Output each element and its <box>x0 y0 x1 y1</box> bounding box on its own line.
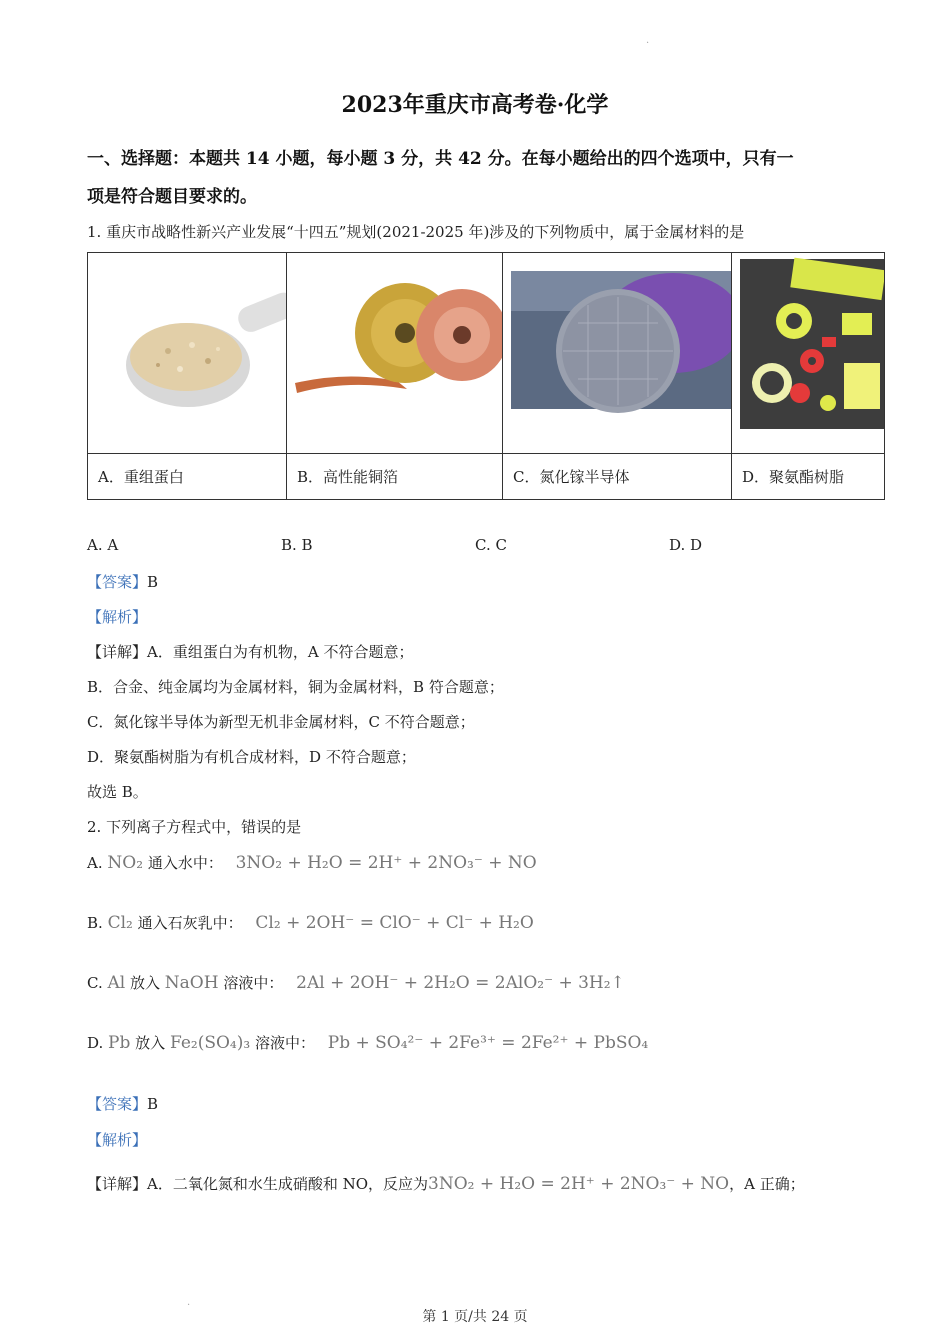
q1-detail-c: C．氮化镓半导体为新型无机非金属材料，C 不符合题意； <box>87 713 475 731</box>
option-label: A. <box>87 854 103 872</box>
detail-text: A．二氧化氮和水生成硝酸和 NO，反应为 <box>147 1175 429 1193</box>
q2-detail-a <box>87 1173 805 1194</box>
answer-tag: 【答案】 <box>87 573 148 591</box>
ionic-equation: 2Al + 2OH⁻ + 2H₂O = 2AlO₂⁻ + 3H₂↑ <box>296 973 625 993</box>
reagent-formula-2: NaOH <box>164 973 219 993</box>
reagent-formula: Pb <box>108 1033 131 1053</box>
cell-image-d <box>732 253 885 454</box>
section-heading-line2: 项是符合题目要求的。 <box>87 187 257 207</box>
q2-option-b <box>87 912 534 933</box>
option-label: B. <box>87 914 103 932</box>
q1-conclusion: 故选 B。 <box>87 783 148 801</box>
scan-dot: · <box>187 1300 191 1311</box>
q1-answer <box>87 571 158 592</box>
ionic-equation: Cl₂ + 2OH⁻ = ClO⁻ + Cl⁻ + H₂O <box>255 913 534 933</box>
q1-option-a: A. A <box>87 536 119 554</box>
scan-dot: · <box>646 38 650 49</box>
reagent-formula: NO₂ <box>107 853 144 873</box>
q1-option-b: B. B <box>281 536 313 554</box>
q1-option-d: D. D <box>669 536 703 554</box>
section-heading-line1: 一、选择题：本题共 14 小题，每小题 3 分，共 42 分。在每小题给出的四个选项中，只有一 <box>87 149 794 169</box>
reagent-formula: Cl₂ <box>107 913 133 933</box>
option-label: C. <box>87 974 103 992</box>
ionic-equation: 3NO₂ + H₂O = 2H⁺ + 2NO₃⁻ + NO <box>428 1174 730 1194</box>
q1-option-c: C. C <box>475 536 507 554</box>
cell-image-a <box>88 253 287 454</box>
q2-option-d <box>87 1032 648 1053</box>
q2-option-c <box>87 972 625 993</box>
gan-wafer-image <box>503 253 731 449</box>
q2-analysis-tag: 【解析】 <box>87 1131 148 1149</box>
q1-analysis-tag: 【解析】 <box>87 608 148 626</box>
answer-value: B <box>147 573 159 591</box>
q1-detail-b: B．合金、纯金属均为金属材料，铜为金属材料，B 符合题意； <box>87 678 504 696</box>
q2-option-a <box>87 852 537 873</box>
detail-text: A．重组蛋白为有机物，A 不符合题意； <box>147 643 414 661</box>
option-text: 放入 <box>135 1034 166 1052</box>
q2-stem: 2. 下列离子方程式中，错误的是 <box>87 818 302 836</box>
q1-image-table <box>87 252 885 500</box>
option-text: 放入 <box>130 974 161 992</box>
table-label-b: B．高性能铜箔 <box>287 454 503 500</box>
answer-tag: 【答案】 <box>87 1095 148 1113</box>
cell-image-b <box>287 253 503 454</box>
reagent-formula: Al <box>107 973 126 993</box>
detail-text-end: ，A 正确； <box>729 1175 805 1193</box>
page-title: 2023年重庆市高考卷·化学 <box>341 92 609 118</box>
q1-stem: 1. 重庆市战略性新兴产业发展“十四五”规划(2021-2025 年)涉及的下列物质中，属于金属材料的是 <box>87 223 745 241</box>
option-text: 通入石灰乳中： <box>137 914 243 932</box>
ionic-equation: 3NO₂ + H₂O = 2H⁺ + 2NO₃⁻ + NO <box>235 853 537 873</box>
q1-detail-a <box>87 641 413 662</box>
answer-value: B <box>147 1095 159 1113</box>
detail-tag: 【详解】 <box>87 1175 148 1193</box>
protein-powder-image <box>88 253 286 449</box>
q1-detail-d: D．聚氨酯树脂为有机合成材料，D 不符合题意； <box>87 748 416 766</box>
reagent-formula-2: Fe₂(SO₄)₃ <box>169 1033 251 1053</box>
table-label-a: A．重组蛋白 <box>88 454 287 500</box>
cell-image-c <box>503 253 732 454</box>
copper-foil-image <box>287 253 502 449</box>
ionic-equation: Pb + SO₄²⁻ + 2Fe³⁺ = 2Fe²⁺ + PbSO₄ <box>327 1033 649 1053</box>
polyurethane-parts-image <box>732 253 884 449</box>
table-label-c: C．氮化镓半导体 <box>503 454 732 500</box>
detail-tag: 【详解】 <box>87 643 148 661</box>
option-text: 通入水中： <box>147 854 223 872</box>
option-label: D. <box>87 1034 104 1052</box>
option-text-2: 溶液中： <box>223 974 284 992</box>
table-label-d: D．聚氨酯树脂 <box>732 454 885 500</box>
page-footer: 第 1 页/共 24 页 <box>422 1309 528 1325</box>
option-text-2: 溶液中： <box>254 1034 315 1052</box>
q2-answer <box>87 1093 158 1114</box>
